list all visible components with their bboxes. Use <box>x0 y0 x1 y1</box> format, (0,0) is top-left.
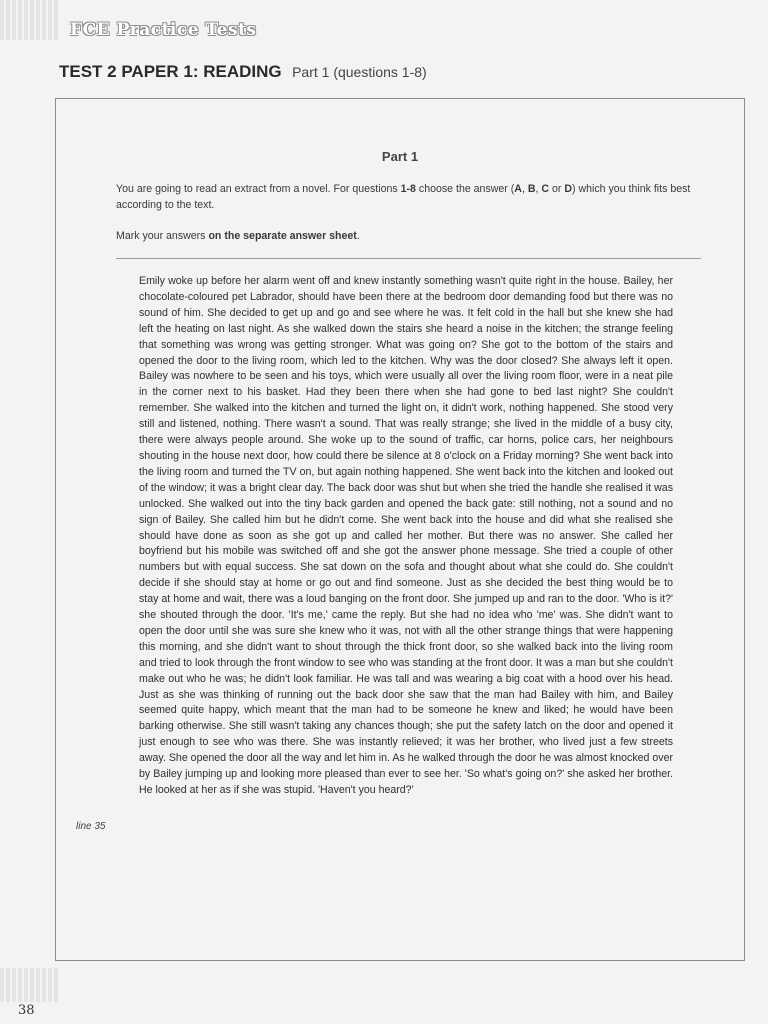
instruction-questions <box>116 181 706 213</box>
instruction-text: choose the answer ( <box>415 183 515 195</box>
option-letter-a: A <box>514 183 522 195</box>
line-number-marker: line 35 <box>76 821 106 832</box>
test-title: TEST 2 PAPER 1: READING <box>59 62 282 81</box>
instruction-text: ) which you think fits best according to the text. <box>116 183 691 211</box>
option-letter-d: D <box>564 183 573 195</box>
instruction-emphasis: on the separate answer sheet <box>208 230 357 242</box>
divider <box>116 258 701 259</box>
book-title: FCE Practice Tests <box>70 20 257 40</box>
instruction-answer-sheet <box>116 228 706 244</box>
instruction-text: You are going to read an extract from a novel. For questions <box>116 183 401 195</box>
bottom-edge-stripes <box>0 968 58 1002</box>
test-subtitle: Part 1 (questions 1-8) <box>292 64 427 80</box>
page-number: 38 <box>18 1003 35 1018</box>
instruction-separator: , <box>535 183 542 195</box>
part-title: Part 1 <box>381 149 419 164</box>
top-edge-stripes <box>0 0 58 40</box>
reading-passage: Emily woke up before her alarm went off and knew instantly something wasn't quite right in the house. Bailey, her chocolate-coloured pet Labrador, should have been there at the bedroom door demanding food but there was no sound of him. She decided to get up and go and see where he was. It felt cold in the hall but she knew she had left the heating on last night. As she walked down the stairs she heard a noise in the kitchen; the strange feeling that something was wrong was getting stronger. What was going on? She got to the bottom of the stairs and opened the door to the living room, which led to the kitchen. Why was the door closed? She always left it open. Bailey was nowhere to be seen and his toys, which were usually all over the living room floor, were in a neat pile in the corner next to his basket. Had they been there when she had gone to bed last night? She couldn't remember. She walked into the kitchen and turned the light on, it didn't work, nothing happened. She stood very still and listened, nothing. There wasn't a sound. That was really strange; she lived in the middle of a busy city, there were always people around. She woke up to the sound of traffic, car horns, police cars, her neighbours shouting in the house next door, how could there be silence at 8 o'clock on a Friday morning? She went back into the living room and turned the TV on, but again nothing happened. She went back into the kitchen and looked out of the window; it was a bright clear day. The back door was shut but when she tried the handle she realised it was unlocked. She walked out into the tiny back garden and opened the back gate: still nothing, not a sound and no sign of Bailey. She called him but he didn't come. She went back into the house and did what she realised she should have done as soon as she got up and called her mother. But there was no answer. She called her boyfriend but his mobile was switched off and she got the answer phone message. She tried a couple of other numbers but with equal success. She sat down on the sofa and thought about what she could do. She couldn't decide if she should stay at home or go out and find someone. Just as she decided the best thing would be to stay at home and wait, there was a loud banging on the front door. She jumped up and ran to the door. 'Who is it?' she shouted through the door. 'It's me,' came the reply. But she had no idea who 'me' was. She didn't want to open the door until she was sure she knew who it was, not with all the other strange things that were happening this morning, and she didn't want to shout through the thick front door, so she walked back into the living room and tried to look through the front window to see who was standing at the front door. It was a man but she couldn't make out who he was; he didn't look familiar. He was tall and was wearing a big coat with a hood over his head. Just as she was thinking of running out the back door she saw that the man had Bailey with him, and Bailey seemed quite happy, which meant that the man had to be someone he knew and liked; he would have been barking otherwise. She still wasn't taking any chances though; she put the safety latch on the door and opened it just enough to see who was there. She was instantly relieved; it was her brother, who lived just a few streets away. She opened the door all the way and let him in. As he walked through the door he was almost knocked over by Bailey jumping up and looking more pleased than ever to see her. 'So what's going on?' she asked her brother. He looked at her as if she was stupid. 'Haven't you heard?' <box>139 275 673 796</box>
instruction-separator: , <box>521 183 528 195</box>
instruction-text: or <box>549 183 565 195</box>
question-range: 1-8 <box>400 183 416 195</box>
instruction-text: Mark your answers <box>116 230 209 242</box>
reading-passage-frame <box>55 98 745 961</box>
option-letter-b: B <box>527 183 536 195</box>
instruction-text: . <box>356 230 360 242</box>
instructions <box>116 181 706 259</box>
test-heading <box>59 62 427 82</box>
option-letter-c: C <box>541 183 550 195</box>
